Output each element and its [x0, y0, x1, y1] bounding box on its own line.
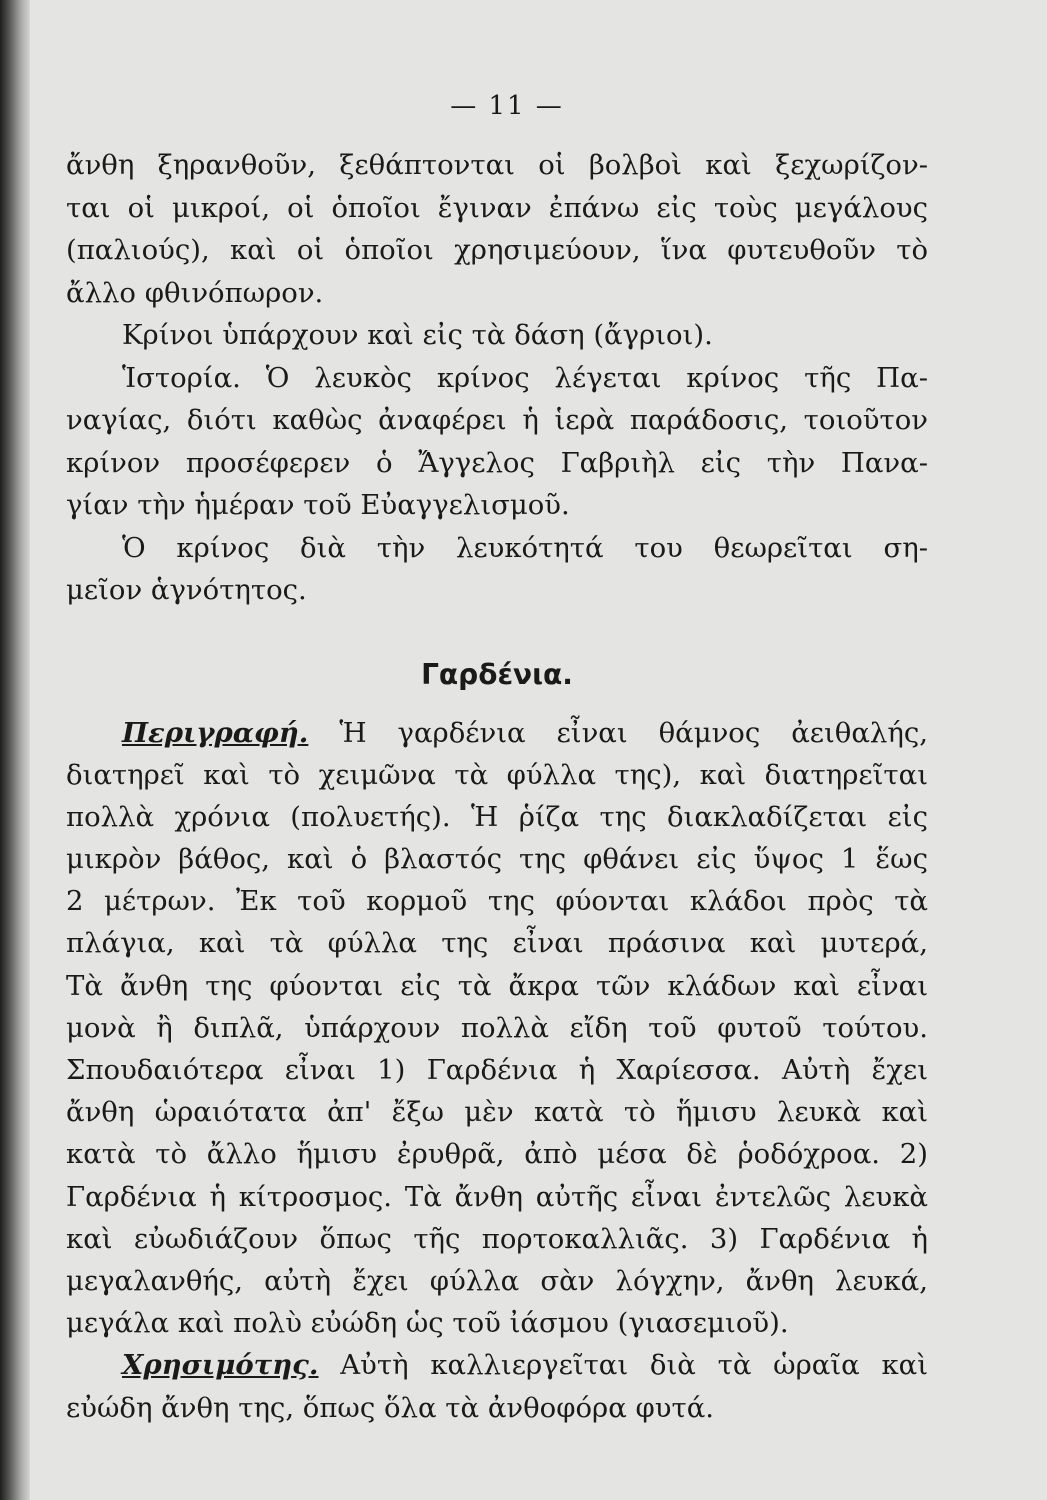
- section-heading: Γαρδένια.: [421, 657, 573, 691]
- book-page: [66, 86, 928, 1429]
- gardenia-section: [66, 652, 928, 1429]
- description-text: Ἡ γαρδένια εἶναι θάμνος ἀειθαλής,: [339, 716, 928, 749]
- page-number: — 11 —: [450, 91, 564, 121]
- text-line: ἄνθη ξηρανθοῦν, ξεθάπτονται οἱ βολβοὶ καὶ ξεχωρίζον-: [66, 149, 928, 181]
- text-line: 2 μέτρων. Ἐκ τοῦ κορμοῦ της φύονται κλάδοι πρὸς τὰ: [66, 885, 928, 918]
- text-line: Τὰ ἄνθη της φύονται εἰς τὰ ἄκρα τῶν κλάδων καὶ εἶναι: [66, 969, 928, 1002]
- text-line: καὶ εὐωδιάζουν ὅπως τῆς πορτοκαλλιᾶς. 3) Γαρδένια ἡ: [66, 1222, 928, 1255]
- text-line: μεγάλα καὶ πολὺ εὐώδη ὡς τοῦ ἰάσμου (γιασεμιοῦ).: [66, 1307, 789, 1340]
- section-gap: [66, 612, 928, 652]
- text-line: πολλὰ χρόνια (πολυετής). Ἡ ῥίζα της διακλαδίζεται εἰς: [66, 800, 928, 833]
- usefulness-text: Αὐτὴ καλλιεργεῖται διὰ τὰ ὡραῖα καὶ: [340, 1349, 928, 1382]
- text-line: διατηρεῖ καὶ τὸ χειμῶνα τὰ φύλλα της), καὶ διατηρεῖται: [66, 758, 928, 791]
- text-line: ἄνθη ὡραιότατα ἀπ' ἔξω μὲν κατὰ τὸ ἥμισυ λευκὰ καὶ: [66, 1096, 928, 1129]
- text-line: [66, 712, 928, 754]
- usefulness-label: Χρησιμότης.: [122, 1349, 319, 1382]
- text-line: κρίνον προσέφερεν ὁ Ἄγγελος Γαβριὴλ εἰς τὴν Πανα-: [66, 446, 928, 479]
- description-label: Περιγραφή.: [122, 716, 309, 749]
- text-line: γίαν τὴν ἡμέραν τοῦ Εὐαγγελισμοῦ.: [66, 489, 570, 521]
- text-line: Ἱστορία. Ὁ λευκὸς κρίνος λέγεται κρίνος τῆς Πα-: [122, 361, 928, 394]
- text-line: (παλιούς), καὶ οἱ ὁποῖοι χρησιμεύουν, ἵνα φυτευθοῦν τὸ: [66, 234, 928, 266]
- text-line: μεῖον ἁγνότητος.: [66, 574, 307, 606]
- text-line: Σπουδαιότερα εἶναι 1) Γαρδένια ἡ Χαρίεσσα. Αὐτὴ ἔχει: [66, 1054, 928, 1086]
- book-spine-shadow: [0, 0, 30, 1500]
- text-line: εὐώδη ἄνθη της, ὅπως ὅλα τὰ ἀνθοφόρα φυτά.: [66, 1391, 715, 1424]
- text-line: ναγίας, διότι καθὼς ἀναφέρει ἡ ἱερὰ παράδοσις, τοιοῦτον: [66, 404, 928, 436]
- text-line: μικρὸν βάθος, καὶ ὁ βλαστός της φθάνει εἰς ὕψος 1 ἕως: [66, 843, 928, 876]
- text-line: ται οἱ μικροί, οἱ ὁποῖοι ἔγιναν ἐπάνω εἰς τοὺς μεγάλους: [66, 191, 928, 224]
- text-line: Γαρδένια ἡ κίτροσμος. Τὰ ἄνθη αὐτῆς εἶναι ἐντελῶς λευκὰ: [66, 1180, 928, 1213]
- text-line: Κρίνοι ὑπάρχουν καὶ εἰς τὰ δάση (ἄγριοι).: [122, 319, 713, 351]
- text-line: μεγαλανθής, αὐτὴ ἔχει φύλλα σὰν λόγχην, ἄνθη λευκά,: [66, 1264, 928, 1297]
- text-line: μονὰ ἢ διπλᾶ, ὑπάρχουν πολλὰ εἴδη τοῦ φυτοῦ τούτου.: [66, 1011, 928, 1044]
- text-line: κατὰ τὸ ἄλλο ἥμισυ ἐρυθρᾶ, ἀπὸ μέσα δὲ ῥοδόχροα. 2): [66, 1138, 928, 1171]
- text-line: ἄλλο φθινόπωρον.: [66, 276, 324, 309]
- text-line: πλάγια, καὶ τὰ φύλλα της εἶναι πράσινα καὶ μυτερά,: [66, 927, 928, 960]
- lily-section: [66, 144, 928, 612]
- text-line: [66, 1344, 928, 1386]
- text-line: Ὁ κρίνος διὰ τὴν λευκότητά του θεωρεῖται ση-: [122, 531, 928, 564]
